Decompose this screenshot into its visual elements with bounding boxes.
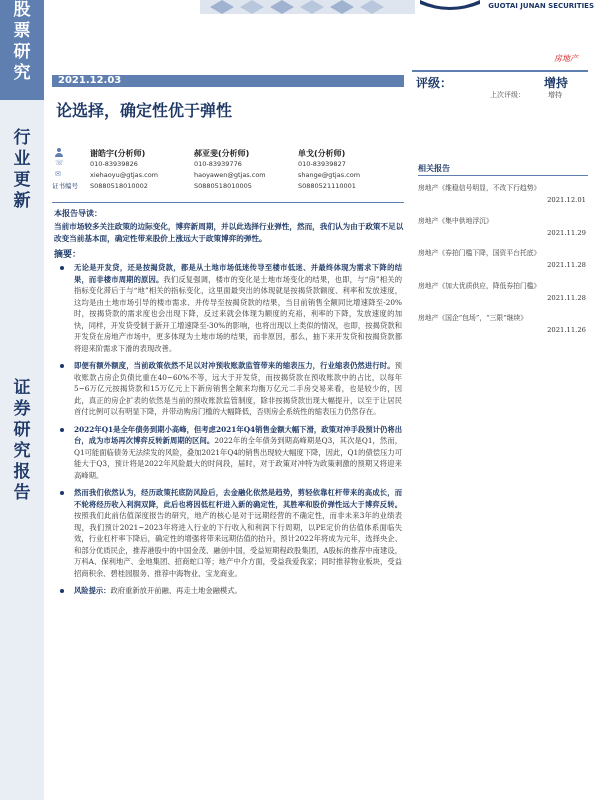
sidebar-mid-text	[0, 128, 44, 212]
related-report-title[interactable]: 房地产《国企“包场”，“三限”继续》	[418, 314, 528, 322]
analyst-license: S0880518010002	[90, 182, 148, 190]
analyst-card	[194, 148, 314, 192]
related-report-title[interactable]: 房地产《集中供地浮沉》	[418, 216, 493, 225]
sidebar-char: 研	[13, 420, 31, 440]
header-decoration	[200, 0, 415, 14]
summary-bullet	[56, 585, 402, 597]
analyst-name: 谢皓宇(分析师)	[90, 149, 146, 158]
sidebar-char: 业	[13, 149, 31, 169]
bullet-body: 预收账款占房企负债比重在40~60%不等，远大于开发贷，而按揭贷款在预收账款中的占比，以每年5~6万亿元按揭贷款和15万亿元上下新房销售全额来均衡万亿元二手房交易来看，也是较少的，因此，真正的房企扩表的依然是当前的预收账款监管制度，除非按揭贷款出现大幅提升，以至于让居民首付比例可以有明显下降，并带动购房门槛的大幅降低，否则房企系统性的缩表压力仍然存在。	[74, 361, 402, 416]
bullet-body: 我们反复强调，楼市的变化是土地市场变化的结果，也即，与“房”相关的指标变化滞后于与“地”相关的指标变化，这里面最突出的体现就是按揭贷款额度、利率和发放速度，这均是由土地市场引导的楼市需求、并传导至按揭贷款的结果，当目前销售全额同比增速降至-20%时，按揭贷款的需求度也会出现下降，反过来就会体现为额度的充裕，利率的下降，发放速度的加快，同样，开发贷受制于新开工增速降至-30%的影响，也将出现以上类似的情况，也即，按揭贷款和开发贷在房地产市场中，更多体现为土地市场的结果，而非原因，那么，抽下来开发贷和按揭贷款都将迎来阶需求下滑的表现改善。	[74, 274, 403, 353]
analyst-tel: 010-83939826	[90, 160, 138, 168]
related-report-title[interactable]: 房地产《加大优质供应，降低券拍门槛》	[418, 281, 541, 290]
related-report-item[interactable]	[418, 310, 590, 343]
sidebar-char: 证	[13, 378, 31, 398]
brand-swoosh-icon	[420, 0, 480, 12]
rating-value: 增持	[543, 76, 568, 90]
analyst-email[interactable]: shange@gtjas.com	[298, 171, 361, 179]
sidebar-char: 新	[13, 191, 31, 211]
rating-label: 评级：	[416, 76, 453, 90]
summary-bullet	[56, 424, 402, 482]
analyst-card	[90, 148, 210, 192]
bullet-lead: 然而我们依然认为，经历政策托底防风险后，去金融化依然是趋势，剪轻依靠杠杆带来的高成长，而不轮将经历收入利润双降，此后也将因低杠杆进入新的确定性，其胜率和股价弹性远大于博弈反转。	[74, 488, 402, 509]
guide-title: 本报告导读：	[54, 208, 102, 218]
related-reports-title: 相关报告	[418, 163, 450, 173]
analyst-name: 单戈(分析师)	[298, 149, 346, 158]
previous-rating-label: 上次评级：	[490, 91, 525, 99]
license-label: 证书编号	[52, 182, 78, 190]
sidebar-char: 股	[13, 0, 31, 20]
related-report-item[interactable]	[418, 213, 590, 246]
related-report-title[interactable]: 房地产《维稳信号明显，不改下行趋势》	[418, 184, 541, 192]
related-report-date: 2021.12.01	[547, 196, 586, 204]
summary-bullet	[56, 487, 402, 579]
analyst-license: S0880521110001	[298, 182, 356, 190]
bullet-body: 按照我们此前估值深度报告的研究，地产的核心是对于远期经营的不确定性，而非未来3年的业绩表现，我们预计2021~2023年将进入行业的下行收入和利润下行周期，以PE定价的估值体系面临失效，行业杠杆率下降后，确定性的增强将带来远期估值的抬升，预计2022年将成为元年，选择央企、和部分优质民企，推荐港股中的中国金茂、融创中国，受益短期程政股集团，A股标的推荐中南建设，万科A、保利地产、金地集团、招商蛇口等；地产中介方面，受益我爱我家；同时推荐物业板块，受益招商积余、碧桂园服务、推荐中海物业、宝龙商业。	[74, 511, 402, 578]
mail-icon: ✉	[55, 170, 61, 178]
bullet-lead: 2022年Q1是全年债务到期小高峰，但考虑2021年Q4销售金额大幅下滑，政策对冲手段预计仍将出台，成为市场再次博弈反转新周期的区间。	[74, 424, 402, 445]
related-report-title[interactable]: 房地产《券拍门槛下降，国资平台托底》	[418, 249, 541, 257]
sidebar-char: 报	[13, 462, 31, 482]
related-report-date: 2021.11.26	[547, 326, 586, 334]
related-report-date: 2021.11.28	[547, 293, 586, 302]
sidebar-char: 票	[13, 21, 31, 41]
summary-bullets	[56, 262, 402, 603]
phone-icon: ☏	[55, 159, 64, 167]
analyst-card	[298, 148, 418, 192]
sidebar-char: 研	[13, 42, 31, 62]
related-reports-list	[418, 180, 590, 343]
sidebar-char: 究	[13, 441, 31, 461]
analyst-block	[52, 148, 404, 194]
report-date: 2021.12.03	[52, 75, 404, 87]
analyst-license: S0880518010005	[194, 182, 252, 190]
bullet-lead: 即便有额外额度，当前政策依然不足以对冲预收账款监管带来的缩表压力，行业缩表仍然进行时。	[74, 361, 395, 370]
analyst-tel: 010-83939776	[194, 160, 242, 168]
bullet-lead: 无论是开发贷，还是按揭贷款，都是从土地市场低迷传导至楼市低迷、并最终体现为需求下降的结果，而非楼市周期的原因。	[74, 263, 402, 284]
bullet-body: 政府重新放开前融、再走土地金融模式。	[110, 586, 242, 595]
bullet-lead: 风险提示：	[74, 586, 111, 595]
analyst-tel: 010-83939827	[298, 160, 346, 168]
related-report-item[interactable]	[418, 278, 590, 311]
analyst-name: 郝亚斐(分析师)	[194, 149, 250, 158]
sidebar	[0, 0, 44, 800]
sidebar-char: 究	[13, 63, 31, 83]
bullet-body: 2022年的全年债务到期高峰期是Q3，其次是Q1，然而，Q1可能面临债务无法续发的风险，叠加2021年Q4的销售出现较大幅度下降，因此，Q1的债偿压力可能大于Q3，预计将是2022年风险最大的时间段，届时，对于政策对冲特为政策刺激的预期又将迎来高峰期。	[74, 436, 402, 480]
brand-name: GUOTAI JUNAN SECURITIES	[488, 2, 594, 10]
section-divider	[52, 202, 404, 203]
report-title: 论选择，确定性优于弹性	[56, 101, 233, 120]
sidebar-char: 更	[13, 170, 31, 190]
category-label: 房地产	[554, 54, 578, 63]
header-logo-area	[420, 0, 600, 16]
summary-title: 摘要：	[54, 250, 82, 260]
sidebar-char: 行	[13, 128, 31, 148]
sidebar-top-text	[0, 0, 44, 84]
related-report-item[interactable]	[418, 245, 590, 278]
sidebar-char: 告	[13, 483, 31, 503]
summary-bullet	[56, 262, 402, 354]
guide-text: 当前市场较多关注政策的边际变化，博弈新周期，并以此选择行业弹性，然而，我们认为由于政策不足以改变当前基本面，确定性带来股价上涨远大于政策博弈的弹性。	[54, 222, 404, 243]
related-report-date: 2021.11.28	[547, 261, 586, 269]
related-report-item[interactable]	[418, 180, 590, 213]
analyst-email[interactable]: xiehaoyu@gtjas.com	[90, 171, 158, 179]
previous-rating-value: 增持	[548, 91, 562, 99]
summary-bullet	[56, 360, 402, 418]
related-report-date: 2021.11.29	[547, 228, 586, 237]
sidebar-char: 券	[13, 399, 31, 419]
person-icon	[55, 148, 62, 157]
sidebar-bottom-text	[0, 378, 44, 504]
analyst-email[interactable]: haoyawen@gtjas.com	[194, 171, 266, 179]
related-divider	[418, 175, 588, 176]
